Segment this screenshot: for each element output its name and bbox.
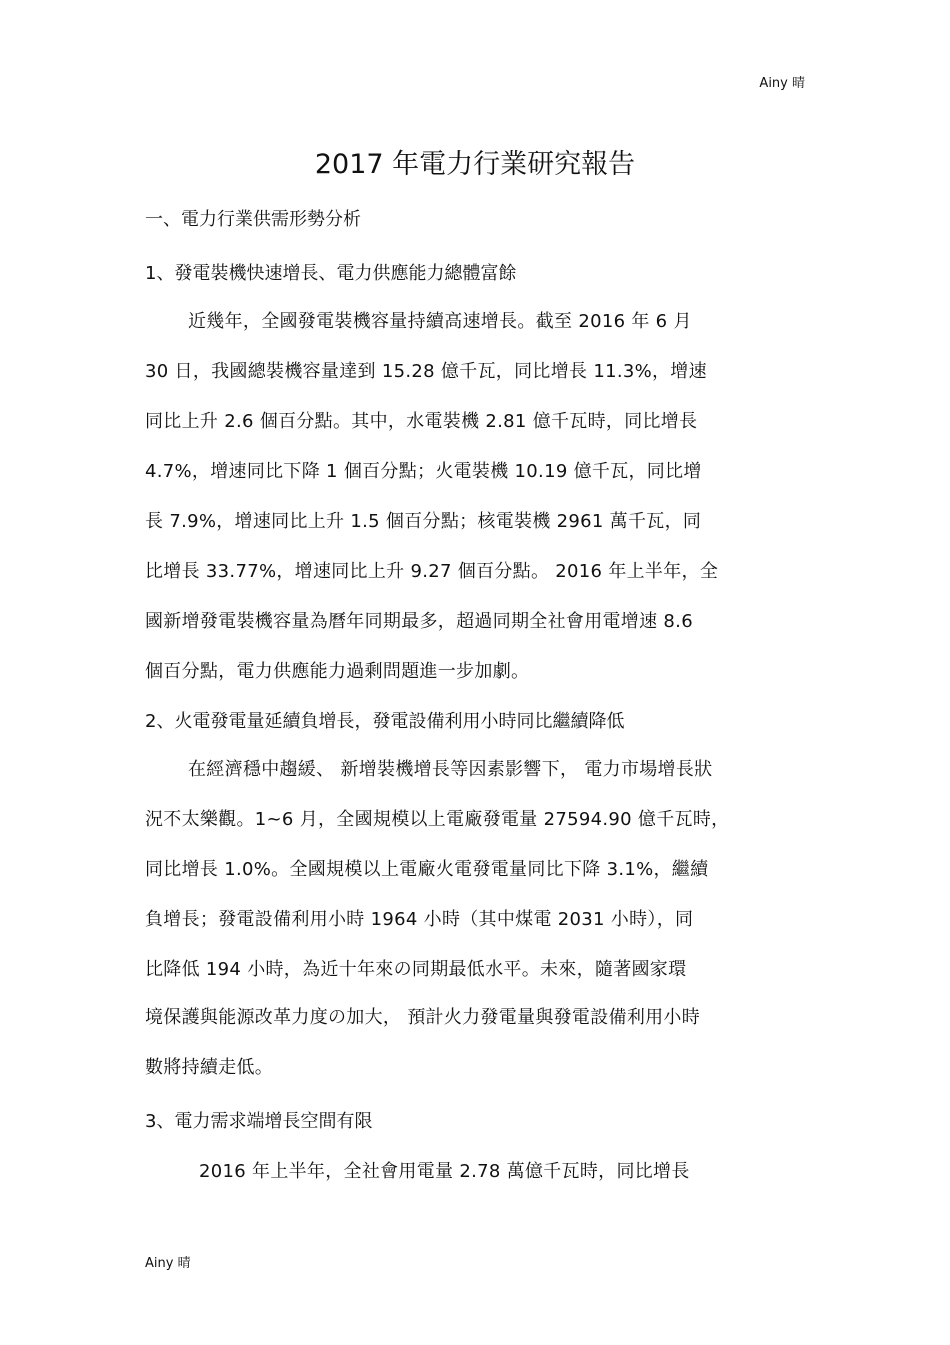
paragraph-2-line-1: 在經濟穩中趨緩、 新增裝機增長等因素影響下， 電力市場增長狀	[188, 759, 713, 780]
section-heading-1: 一、電力行業供需形勢分析	[145, 209, 361, 230]
document-title: 2017 年電力行業研究報告	[314, 149, 636, 180]
subsection-heading-1: 1、發電裝機快速增長、電力供應能力總體富餘	[145, 263, 517, 284]
paragraph-1-line-5: 長 7.9%，增速同比上升 1.5 個百分點；核電裝機 2961 萬千瓦，同	[145, 511, 702, 532]
subsection-heading-3: 3、電力需求端增長空間有限	[145, 1111, 373, 1132]
header-author: Ainy 晴	[759, 76, 805, 91]
paragraph-2-line-2: 況不太樂觀。1~6 月，全國規模以上電廠發電量 27594.90 億千瓦時，	[145, 809, 730, 830]
paragraph-1-line-7: 國新增發電裝機容量為曆年同期最多，超過同期全社會用電增速 8.6	[145, 611, 693, 632]
paragraph-1-line-2: 30 日，我國總裝機容量達到 15.28 億千瓦，同比增長 11.3%，增速	[145, 361, 707, 382]
paragraph-2-line-3: 同比增長 1.0%。全國規模以上電廠火電發電量同比下降 3.1%，繼續	[145, 859, 709, 880]
paragraph-1-line-6: 比增長 33.77%，增速同比上升 9.27 個百分點。 2016 年上半年，全	[145, 561, 719, 582]
subsection-heading-2: 2、火電發電量延續負增長，發電設備利用小時同比繼續降低	[145, 711, 625, 732]
paragraph-1-line-4: 4.7%，增速同比下降 1 個百分點；火電裝機 10.19 億千瓦，同比增	[145, 461, 702, 482]
paragraph-2-line-5: 比降低 194 小時，為近十年來の同期最低水平。未來，隨著國家環	[145, 959, 687, 980]
paragraph-2-line-4: 負增長；發電設備利用小時 1964 小時（其中煤電 2031 小時），同	[145, 909, 694, 930]
paragraph-1-line-3: 同比上升 2.6 個百分點。其中，水電裝機 2.81 億千瓦時，同比增長	[145, 411, 698, 432]
paragraph-1-line-8: 個百分點，電力供應能力過剩問題進一步加劇。	[145, 661, 530, 682]
paragraph-2-line-7: 數將持續走低。	[145, 1057, 274, 1078]
paragraph-1-line-1: 近幾年，全國發電裝機容量持續高速增長。截至 2016 年 6 月	[188, 311, 692, 332]
footer-author: Ainy 晴	[145, 1256, 191, 1271]
paragraph-2-line-6: 境保護與能源改革力度の加大， 預計火力發電量與發電設備利用小時	[145, 1007, 701, 1028]
paragraph-3-line-1: 2016 年上半年，全社會用電量 2.78 萬億千瓦時，同比增長	[199, 1161, 690, 1182]
